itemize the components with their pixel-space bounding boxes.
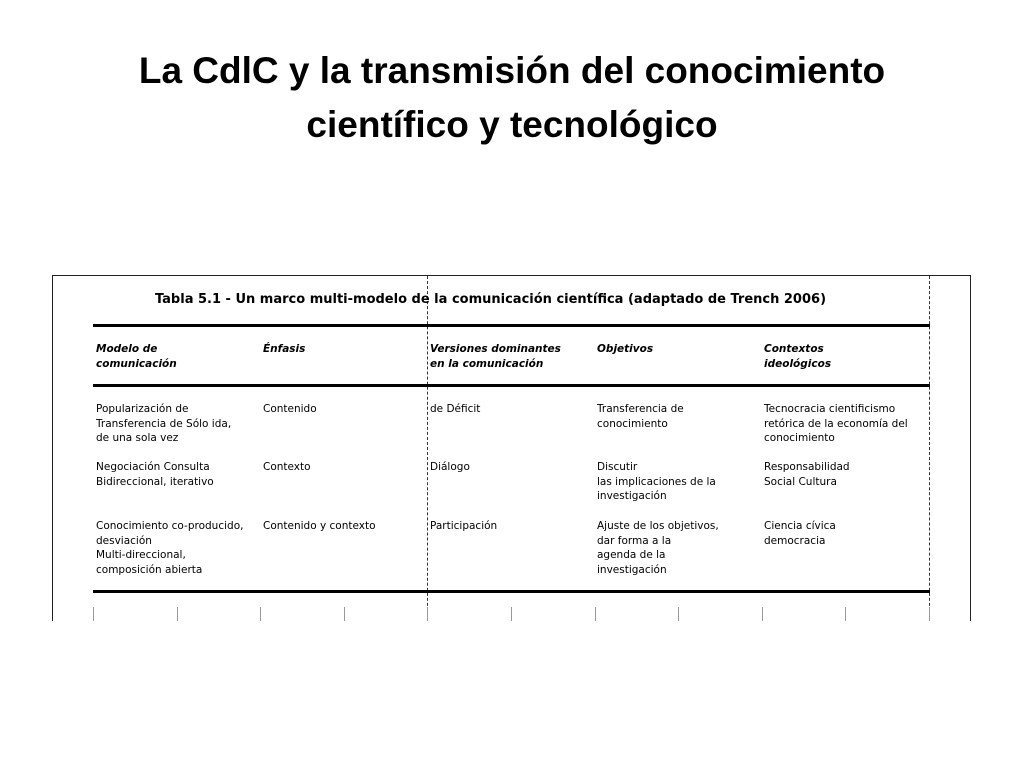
table-caption: Tabla 5.1 - Un marco multi-modelo de la comunicación científica (adaptado de Trench 2006) — [154, 292, 827, 307]
table-rule-header — [93, 384, 930, 387]
table-cell: Negociación Consulta Bidireccional, iterativo — [96, 461, 214, 488]
table-image — [52, 275, 971, 621]
ruler-tick — [427, 607, 428, 621]
table-cell: Diálogo — [430, 461, 470, 473]
table-rule-bottom — [93, 590, 930, 593]
ruler-tick — [845, 607, 846, 621]
ruler-tick — [595, 607, 596, 621]
table-cell: Conocimiento co-producido, desviación Multi-direccional, composición abierta — [96, 520, 244, 576]
table-cell: Participación — [430, 520, 498, 532]
table-cell: Popularización de Transferencia de Sólo ida, de una sola vez — [96, 403, 232, 445]
column-header-versiones: Versiones dominantes en la comunicación — [430, 343, 561, 370]
table-cell: Discutir las implicaciones de la investigación — [597, 461, 716, 503]
ruler-tick — [344, 607, 345, 621]
table-rule-top — [93, 324, 930, 327]
column-header-objetivos: Objetivos — [597, 343, 654, 355]
slide-title — [60, 44, 964, 152]
column-header-modelo: Modelo de comunicación — [96, 343, 177, 370]
dashed-guide-line — [427, 276, 428, 621]
ruler-tick — [762, 607, 763, 621]
dashed-guide-line — [929, 276, 930, 621]
ruler-tick — [929, 607, 930, 621]
table-cell: Responsabilidad Social Cultura — [764, 461, 850, 488]
ruler-tick — [260, 607, 261, 621]
table-ruler-ticks — [93, 607, 930, 621]
table-cell: de Déficit — [430, 403, 481, 415]
ruler-tick — [511, 607, 512, 621]
table-cell: Transferencia de conocimiento — [597, 403, 684, 430]
column-header-contextos: Contextos ideológicos — [764, 343, 832, 370]
slide-title-line-2: científico y tecnológico — [306, 104, 718, 145]
table-cell: Contenido — [263, 403, 317, 415]
table-cell: Tecnocracia cientificismo retórica de la economía del conocimiento — [764, 403, 908, 445]
column-header-enfasis: Énfasis — [263, 343, 306, 355]
ruler-tick — [177, 607, 178, 621]
table-cell: Ajuste de los objetivos, dar forma a la agenda de la investigación — [597, 520, 719, 576]
table-cell: Contenido y contexto — [263, 520, 376, 532]
ruler-tick — [93, 607, 94, 621]
ruler-tick — [678, 607, 679, 621]
slide-title-line-1: La CdlC y la transmisión del conocimiento — [138, 50, 886, 91]
table-cell: Ciencia cívica democracia — [764, 520, 836, 547]
table-cell: Contexto — [263, 461, 311, 473]
